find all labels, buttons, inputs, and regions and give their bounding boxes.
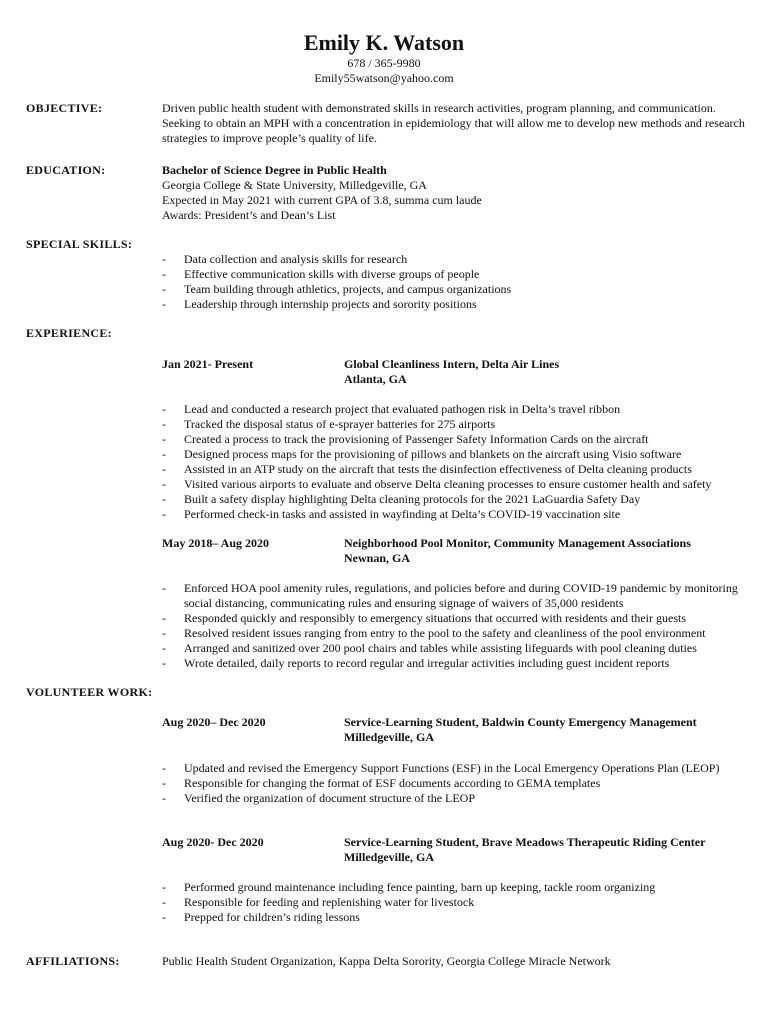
job-title: Neighborhood Pool Monitor, Community Management Associations Newnan, GA <box>344 536 691 565</box>
list-item: - Updated and revised the Emergency Support Functions (ESF) in the Local Emergency Operations Plan (LEOP) <box>162 761 720 775</box>
list-item: - Wrote detailed, daily reports to record regular and irregular activities including guest incident reports <box>162 656 670 670</box>
job-dates: Aug 2020– Dec 2020 <box>162 715 266 729</box>
list-item: - Tracked the disposal status of e-sprayer batteries for 275 airports <box>162 417 496 431</box>
list-item: - Performed check-in tasks and assisted in wayfinding at Delta’s COVID-19 vaccination site <box>162 507 621 521</box>
list-item: - Resolved resident issues ranging from entry to the pool to the safety and cleanliness of the pool environment <box>162 626 706 640</box>
list-item: - Team building through athletics, projects, and campus organizations <box>162 282 512 296</box>
objective-text <box>162 101 752 146</box>
education-details <box>162 163 752 223</box>
volunteer-heading: VOLUNTEER WORK: <box>26 685 153 699</box>
list-item: - Performed ground maintenance including fence painting, barn up keeping, tackle room organizing <box>162 880 656 894</box>
resume-header <box>0 30 768 86</box>
job-dates: Aug 2020- Dec 2020 <box>162 835 264 849</box>
list-item: - Built a safety display highlighting Delta cleaning protocols for the 2021 LaGuardia Safety Day <box>162 492 641 506</box>
list-item: - Verified the organization of document structure of the LEOP <box>162 791 476 805</box>
list-item: - Responded quickly and responsibly to emergency situations that occurred with residents and their guests <box>162 611 687 625</box>
degree: Bachelor of Science Degree in Public Health <box>162 163 387 177</box>
job-dates: May 2018– Aug 2020 <box>162 536 270 550</box>
list-item: - Visited various airports to evaluate and observe Delta cleaning processes to ensure customer health and safety <box>162 477 712 491</box>
awards: Awards: President’s and Dean’s List <box>162 208 336 222</box>
list-item: - Responsible for changing the format of ESF documents according to GEMA templates <box>162 776 601 790</box>
affiliations-text: Public Health Student Organization, Kappa Delta Sorority, Georgia College Miracle Network <box>162 954 611 968</box>
list-item: - Assisted in an ATP study on the aircraft that tests the disinfection effectiveness of Delta cleaning products <box>162 462 692 476</box>
expected-graduation: Expected in May 2021 with current GPA of 3.8, summa cum laude <box>162 193 482 207</box>
skills-heading: SPECIAL SKILLS: <box>26 237 133 251</box>
list-item: - Designed process maps for the provisioning of pillows and blankets on the aircraft using Visio software <box>162 447 682 461</box>
list-item: - Leadership through internship projects and sorority positions <box>162 297 477 311</box>
job-bullets-pool-monitor <box>162 581 752 671</box>
affiliations-heading: AFFILIATIONS: <box>26 954 120 968</box>
list-item: - Created a process to track the provisioning of Passenger Safety Information Cards on the aircraft <box>162 432 649 446</box>
skills-list <box>162 252 752 312</box>
experience-heading: EXPERIENCE: <box>26 326 112 340</box>
objective-heading: OBJECTIVE: <box>26 101 103 115</box>
list-item: - Arranged and sanitized over 200 pool chairs and tables while assisting lifeguards with pool cleaning duties <box>162 641 697 655</box>
list-item: - Prepped for children’s riding lessons <box>162 910 360 924</box>
email-address: Emily55watson@yahoo.com <box>314 71 454 85</box>
job-bullets-delta <box>162 402 752 522</box>
volunteer-bullets-brave-meadows <box>162 880 752 925</box>
list-item: - Enforced HOA pool amenity rules, regulations, and policies before and during COVID-19 pandemic by monitoring social distancing, communicating rules and ensuring signage of waivers of 35,000 residents <box>162 581 738 610</box>
list-item: - Responsible for feeding and replenishing water for livestock <box>162 895 475 909</box>
education-heading: EDUCATION: <box>26 163 106 177</box>
school: Georgia College & State University, Milledgeville, GA <box>162 178 427 192</box>
phone-number: 678 / 365-9980 <box>347 56 421 70</box>
job-dates: Jan 2021- Present <box>162 357 254 371</box>
job-title: Service-Learning Student, Brave Meadows Therapeutic Riding Center Milledgeville, GA <box>344 835 706 864</box>
list-item: - Effective communication skills with diverse groups of people <box>162 267 480 281</box>
list-item: - Data collection and analysis skills for research <box>162 252 408 266</box>
list-item: - Lead and conducted a research project that evaluated pathogen risk in Delta’s travel ribbon <box>162 402 621 416</box>
job-title: Service-Learning Student, Baldwin County Emergency Management Milledgeville, GA <box>344 715 697 744</box>
volunteer-bullets-baldwin <box>162 761 752 806</box>
job-title: Global Cleanliness Intern, Delta Air Lines Atlanta, GA <box>344 357 560 386</box>
candidate-name: Emily K. Watson <box>303 30 465 55</box>
objective-paragraph: Driven public health student with demonstrated skills in research activities, program planning, and communication. Seeking to obtain an MPH with a concentration in epidemiology that will allow me to develop new methods and research strategies to improve people’s quality of life. <box>162 101 745 145</box>
